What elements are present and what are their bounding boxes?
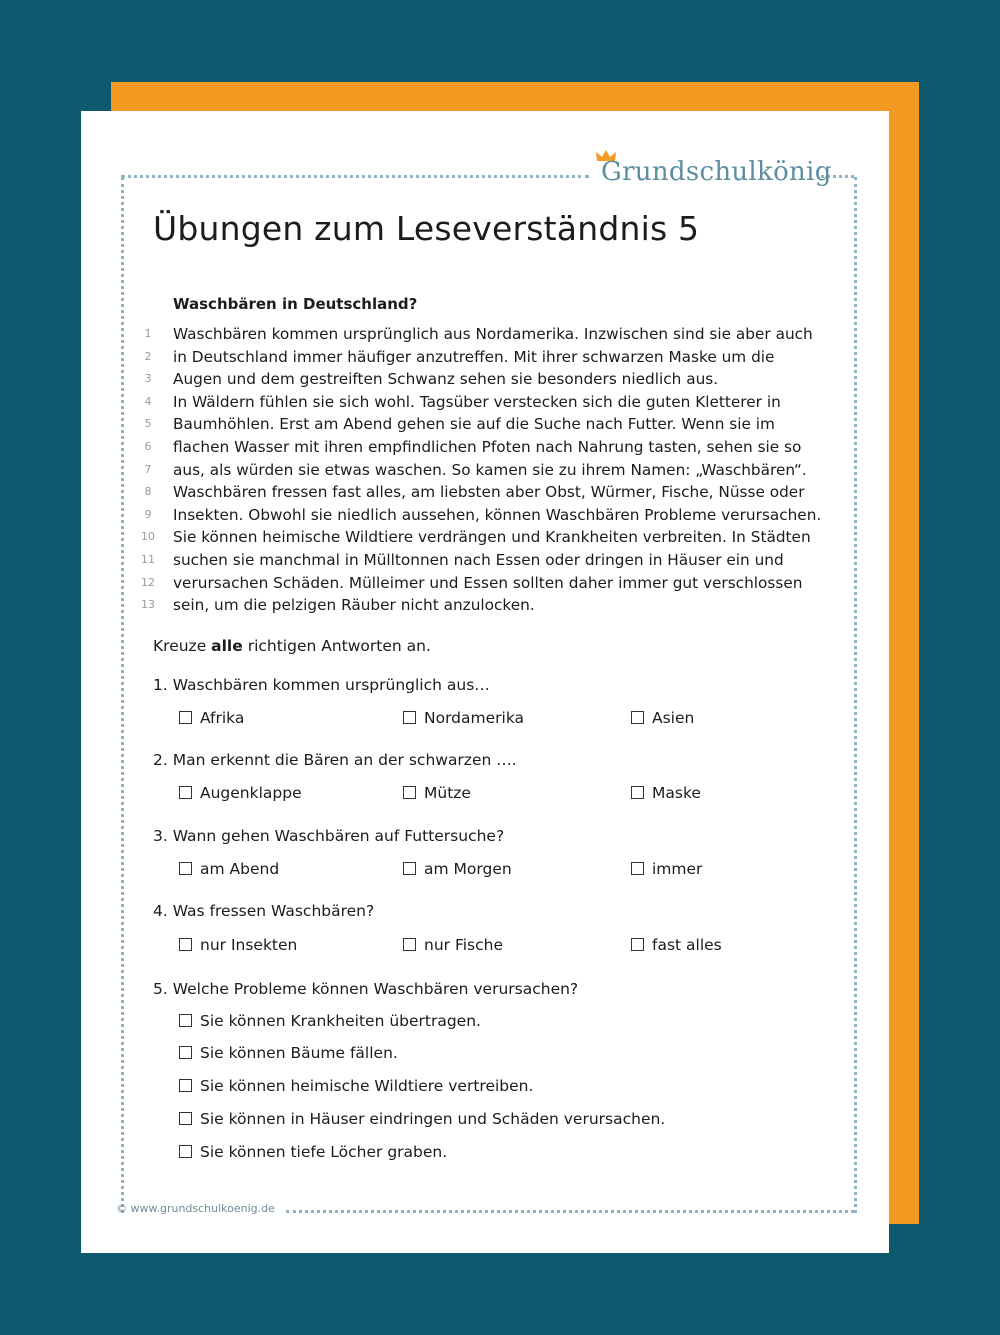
text-line xyxy=(137,526,837,549)
line-text: Sie können heimische Wildtiere verdrängen und Krankheiten verbreiten. In Städten xyxy=(173,528,811,547)
option-label: Asien xyxy=(652,709,695,727)
checkbox[interactable] xyxy=(179,1112,192,1125)
checkbox[interactable] xyxy=(179,1014,192,1027)
text-line xyxy=(137,572,837,595)
line-number: 13 xyxy=(141,598,155,612)
line-text: verursachen Schäden. Mülleimer und Essen sollten daher immer gut verschlossen xyxy=(173,573,803,592)
line-text: in Deutschland immer häufiger anzutreffen. Mit ihrer schwarzen Maske um die xyxy=(173,347,775,366)
answer-option[interactable] xyxy=(179,1143,447,1161)
answer-option[interactable] xyxy=(403,709,524,727)
checkbox[interactable] xyxy=(179,1079,192,1092)
option-label: Sie können Bäume fällen. xyxy=(200,1044,398,1062)
text-line xyxy=(137,481,837,504)
brand-logo: Grundschulkönig xyxy=(601,157,832,187)
checkbox[interactable] xyxy=(403,938,416,951)
border-bottom xyxy=(286,1210,854,1213)
option-label: am Abend xyxy=(200,860,280,878)
worksheet xyxy=(81,111,889,1253)
line-number: 5 xyxy=(144,417,152,431)
text-heading: Waschbären in Deutschland? xyxy=(173,295,418,313)
answer-option[interactable] xyxy=(179,936,297,954)
checkbox[interactable] xyxy=(403,711,416,724)
line-number: 8 xyxy=(144,485,152,499)
checkbox[interactable] xyxy=(179,1046,192,1059)
text-line xyxy=(137,368,837,391)
option-label: Sie können tiefe Löcher graben. xyxy=(200,1143,448,1161)
line-number: 10 xyxy=(141,530,155,544)
line-number: 9 xyxy=(144,507,152,521)
option-label: Nordamerika xyxy=(424,709,525,727)
answer-option[interactable] xyxy=(631,936,722,954)
answer-option[interactable] xyxy=(179,709,244,727)
line-number: 4 xyxy=(144,394,152,408)
instruction xyxy=(153,637,431,655)
option-label: nur Fische xyxy=(424,936,503,954)
question-1: 1. Waschbären kommen ursprünglich aus… xyxy=(153,676,490,694)
text-line xyxy=(137,413,837,436)
line-number: 2 xyxy=(144,349,152,363)
answer-option[interactable] xyxy=(403,784,471,802)
footer-copyright: © www.grundschulkoenig.de xyxy=(116,1202,275,1215)
page-title: Übungen zum Leseverständnis 5 xyxy=(153,209,700,248)
option-label: Maske xyxy=(652,784,701,802)
checkbox[interactable] xyxy=(179,938,192,951)
reading-text xyxy=(137,323,837,617)
line-text: aus, als würden sie etwas waschen. So kamen sie zu ihrem Namen: „Waschbären“. xyxy=(173,460,807,479)
checkbox[interactable] xyxy=(631,862,644,875)
line-number: 12 xyxy=(141,575,155,589)
text-line xyxy=(137,436,837,459)
answer-option[interactable] xyxy=(631,709,694,727)
line-text: In Wäldern fühlen sie sich wohl. Tagsüber verstecken sich die guten Kletterer in xyxy=(173,392,781,411)
answer-option[interactable] xyxy=(179,1077,533,1095)
line-text: Augen und dem gestreiften Schwanz sehen sie besonders niedlich aus. xyxy=(173,370,719,389)
option-label: am Morgen xyxy=(424,860,512,878)
checkbox[interactable] xyxy=(631,711,644,724)
checkbox[interactable] xyxy=(179,711,192,724)
line-number: 11 xyxy=(141,552,155,566)
line-text: Insekten. Obwohl sie niedlich aussehen, können Waschbären Probleme verursachen. xyxy=(173,505,822,524)
answer-option[interactable] xyxy=(179,1012,481,1030)
text-line xyxy=(137,346,837,369)
line-number: 7 xyxy=(144,462,152,476)
line-number: 6 xyxy=(144,439,152,453)
line-text: sein, um die pelzigen Räuber nicht anzulocken. xyxy=(173,596,535,615)
option-label: Augenklappe xyxy=(200,784,302,802)
question-2: 2. Man erkennt die Bären an der schwarzen …. xyxy=(153,751,517,769)
answer-option[interactable] xyxy=(179,784,302,802)
checkbox[interactable] xyxy=(179,786,192,799)
line-number: 1 xyxy=(144,327,152,340)
instruction-post: richtigen Antworten an. xyxy=(242,637,431,655)
checkbox[interactable] xyxy=(631,938,644,951)
checkbox[interactable] xyxy=(403,786,416,799)
line-text: Waschbären kommen ursprünglich aus Nordamerika. Inzwischen sind sie aber auch xyxy=(173,325,813,343)
line-text: suchen sie manchmal in Mülltonnen nach Essen oder dringen in Häuser ein und xyxy=(173,550,784,569)
option-label: Sie können Krankheiten übertragen. xyxy=(200,1012,481,1030)
option-label: immer xyxy=(652,860,703,878)
answer-option[interactable] xyxy=(403,936,503,954)
text-line xyxy=(137,459,837,482)
question-4: 4. Was fressen Waschbären? xyxy=(153,902,375,920)
answer-option[interactable] xyxy=(179,860,279,878)
text-line xyxy=(137,594,837,617)
answer-option[interactable] xyxy=(179,1110,665,1128)
option-label: fast alles xyxy=(652,936,722,954)
line-text: Baumhöhlen. Erst am Abend gehen sie auf die Suche nach Futter. Wenn sie im xyxy=(173,415,775,434)
line-text: Waschbären fressen fast alles, am liebsten aber Obst, Würmer, Fische, Nüsse oder xyxy=(173,483,805,502)
answer-option[interactable] xyxy=(179,1044,398,1062)
checkbox[interactable] xyxy=(179,862,192,875)
option-label: Sie können in Häuser eindringen und Schäden verursachen. xyxy=(200,1110,666,1128)
instruction-pre: Kreuze xyxy=(153,637,212,655)
answer-option[interactable] xyxy=(403,860,512,878)
line-number: 3 xyxy=(144,372,152,386)
text-line xyxy=(137,504,837,527)
checkbox[interactable] xyxy=(179,1145,192,1158)
text-line xyxy=(137,323,837,346)
option-label: Mütze xyxy=(424,784,471,802)
answer-option[interactable] xyxy=(631,784,701,802)
line-text: flachen Wasser mit ihren empfindlichen Pfoten nach Nahrung tasten, sehen sie so xyxy=(173,437,802,456)
checkbox[interactable] xyxy=(631,786,644,799)
instruction-bold: alle xyxy=(211,637,243,655)
question-3: 3. Wann gehen Waschbären auf Futtersuche? xyxy=(153,827,505,845)
option-label: nur Insekten xyxy=(200,936,298,954)
question-5: 5. Welche Probleme können Waschbären verursachen? xyxy=(153,980,579,998)
answer-option[interactable] xyxy=(631,860,702,878)
text-line xyxy=(137,549,837,572)
text-line xyxy=(137,391,837,414)
option-label: Sie können heimische Wildtiere vertreiben. xyxy=(200,1077,534,1095)
option-label: Afrika xyxy=(200,709,245,727)
checkbox[interactable] xyxy=(403,862,416,875)
